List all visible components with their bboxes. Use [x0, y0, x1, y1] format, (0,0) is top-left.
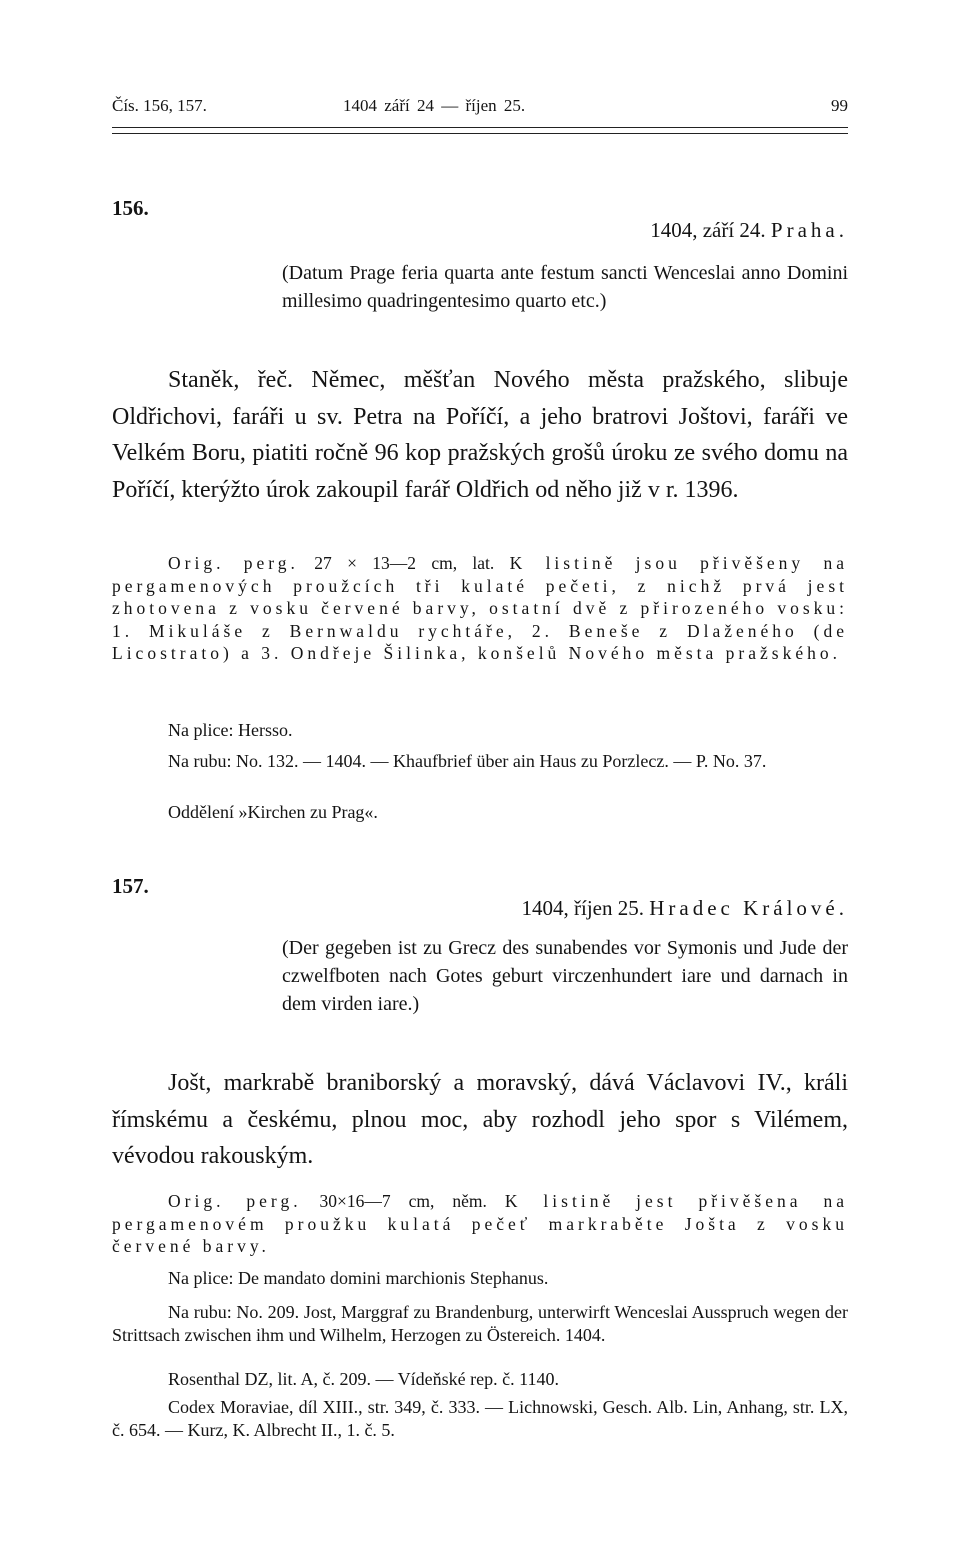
- doc156-dating-clause: (Datum Prage feria quarta ante festum sancti Wenceslai anno Domini millesimo quadringentesimo quarto etc.): [282, 262, 848, 312]
- doc157-date: 1404, říjen 25.: [521, 896, 644, 920]
- doc157-orig-dims: 30×16—7 cm, něm.: [319, 1191, 487, 1211]
- doc156-place: Praha.: [770, 218, 848, 242]
- doc157-literature-2: Codex Moraviae, díl XIII., str. 349, č. 333. — Lichnowski, Gesch. Alb. Lin, Anhang, str. LX, č. 654. — Kurz, K. Albrecht II., 1. č. 5.: [112, 1397, 848, 1440]
- doc156-orig-desc: K listině jsou přivěšeny na pergamenových proužcích tři kulaté pečeti, z nichž prvá jest zhotovena z vosku červené barvy, ostatní dvě z přirozeného vosku: 1. Mikuláše z Bernwaldu rychtáře, 2. Beneše z Dlaženého (de Licostrato) a 3. Ondřeje Šilinka, konšelů Nového města pražského.: [112, 553, 849, 663]
- doc157-dateline: [522, 896, 849, 921]
- doc156-dateline: [650, 218, 848, 243]
- doc157-dating-clause: (Der gegeben ist zu Grecz des sunabendes vor Symonis und Jude der czwelfboten nach Gotes geburt virczenhundert iare und darnach in dem virden iare.): [282, 937, 848, 1015]
- doc156-plica: Na plice: Hersso.: [168, 720, 293, 740]
- doc156-section: Oddělení »Kirchen zu Prag«.: [168, 802, 378, 822]
- doc157-number: 157.: [112, 874, 149, 898]
- header-date-range: 1404 září 24 — říjen 25.: [343, 96, 526, 115]
- doc156-regest: Staněk, řeč. Němec, měšťan Nového města pražského, slibuje Oldřichovi, faráři u sv. Petra na Poříčí, a jeho bratrovi Joštovi, faráři ve Velkém Boru, piatiti ročně 96 kop pražských grošů úroku ze svého domu na Poříčí, kterýžto úrok zakoupil farář Oldřich od něho již v r. 1396.: [112, 367, 848, 503]
- header-rule-top: [112, 127, 848, 128]
- page: [112, 96, 849, 1440]
- doc157-orig-note: [112, 1190, 848, 1258]
- doc156-date: 1404, září 24.: [650, 218, 766, 242]
- doc157-literature-1: Rosenthal DZ, lit. A, č. 209. — Vídeňské rep. č. 1140.: [168, 1369, 559, 1389]
- doc157-plica: Na plice: De mandato domini marchionis Stephanus.: [168, 1268, 549, 1288]
- header-doc-numbers: Čís. 156, 157.: [112, 96, 207, 115]
- doc156-orig-label: Orig. perg.: [168, 553, 299, 573]
- doc156-orig-note: [112, 552, 848, 665]
- doc156-number: 156.: [112, 196, 149, 220]
- doc156-orig-dims: 27 × 13—2 cm, lat.: [314, 553, 495, 573]
- doc157-verso: Na rubu: No. 209. Jost, Marggraf zu Brandenburg, unterwirft Wenceslai Ausspruch wegen der Strittsach zwischen ihm und Wilhelm, Herzogen zu Östereich. 1404.: [112, 1302, 848, 1345]
- doc157-regest: Jošt, markrabě braniborský a moravský, dává Václavovi IV., králi římskému a českému, plnou moc, aby rozhodl jeho spor s Vilémem, vévodou rakouským.: [112, 1070, 848, 1169]
- page-number: 99: [831, 96, 848, 115]
- header-rule-bottom: [112, 133, 848, 134]
- doc157-orig-desc: K listině jest přivěšena na pergamenovém proužku kulatá pečeť markraběte Jošta z vosku červené barvy.: [112, 1191, 848, 1256]
- doc157-place: Hradec Králové.: [649, 896, 848, 920]
- doc156-verso: Na rubu: No. 132. — 1404. — Khaufbrief über ain Haus zu Porzlecz. — P. No. 37.: [168, 751, 767, 771]
- running-header: [112, 96, 848, 120]
- doc157-orig-label: Orig. perg.: [168, 1191, 302, 1211]
